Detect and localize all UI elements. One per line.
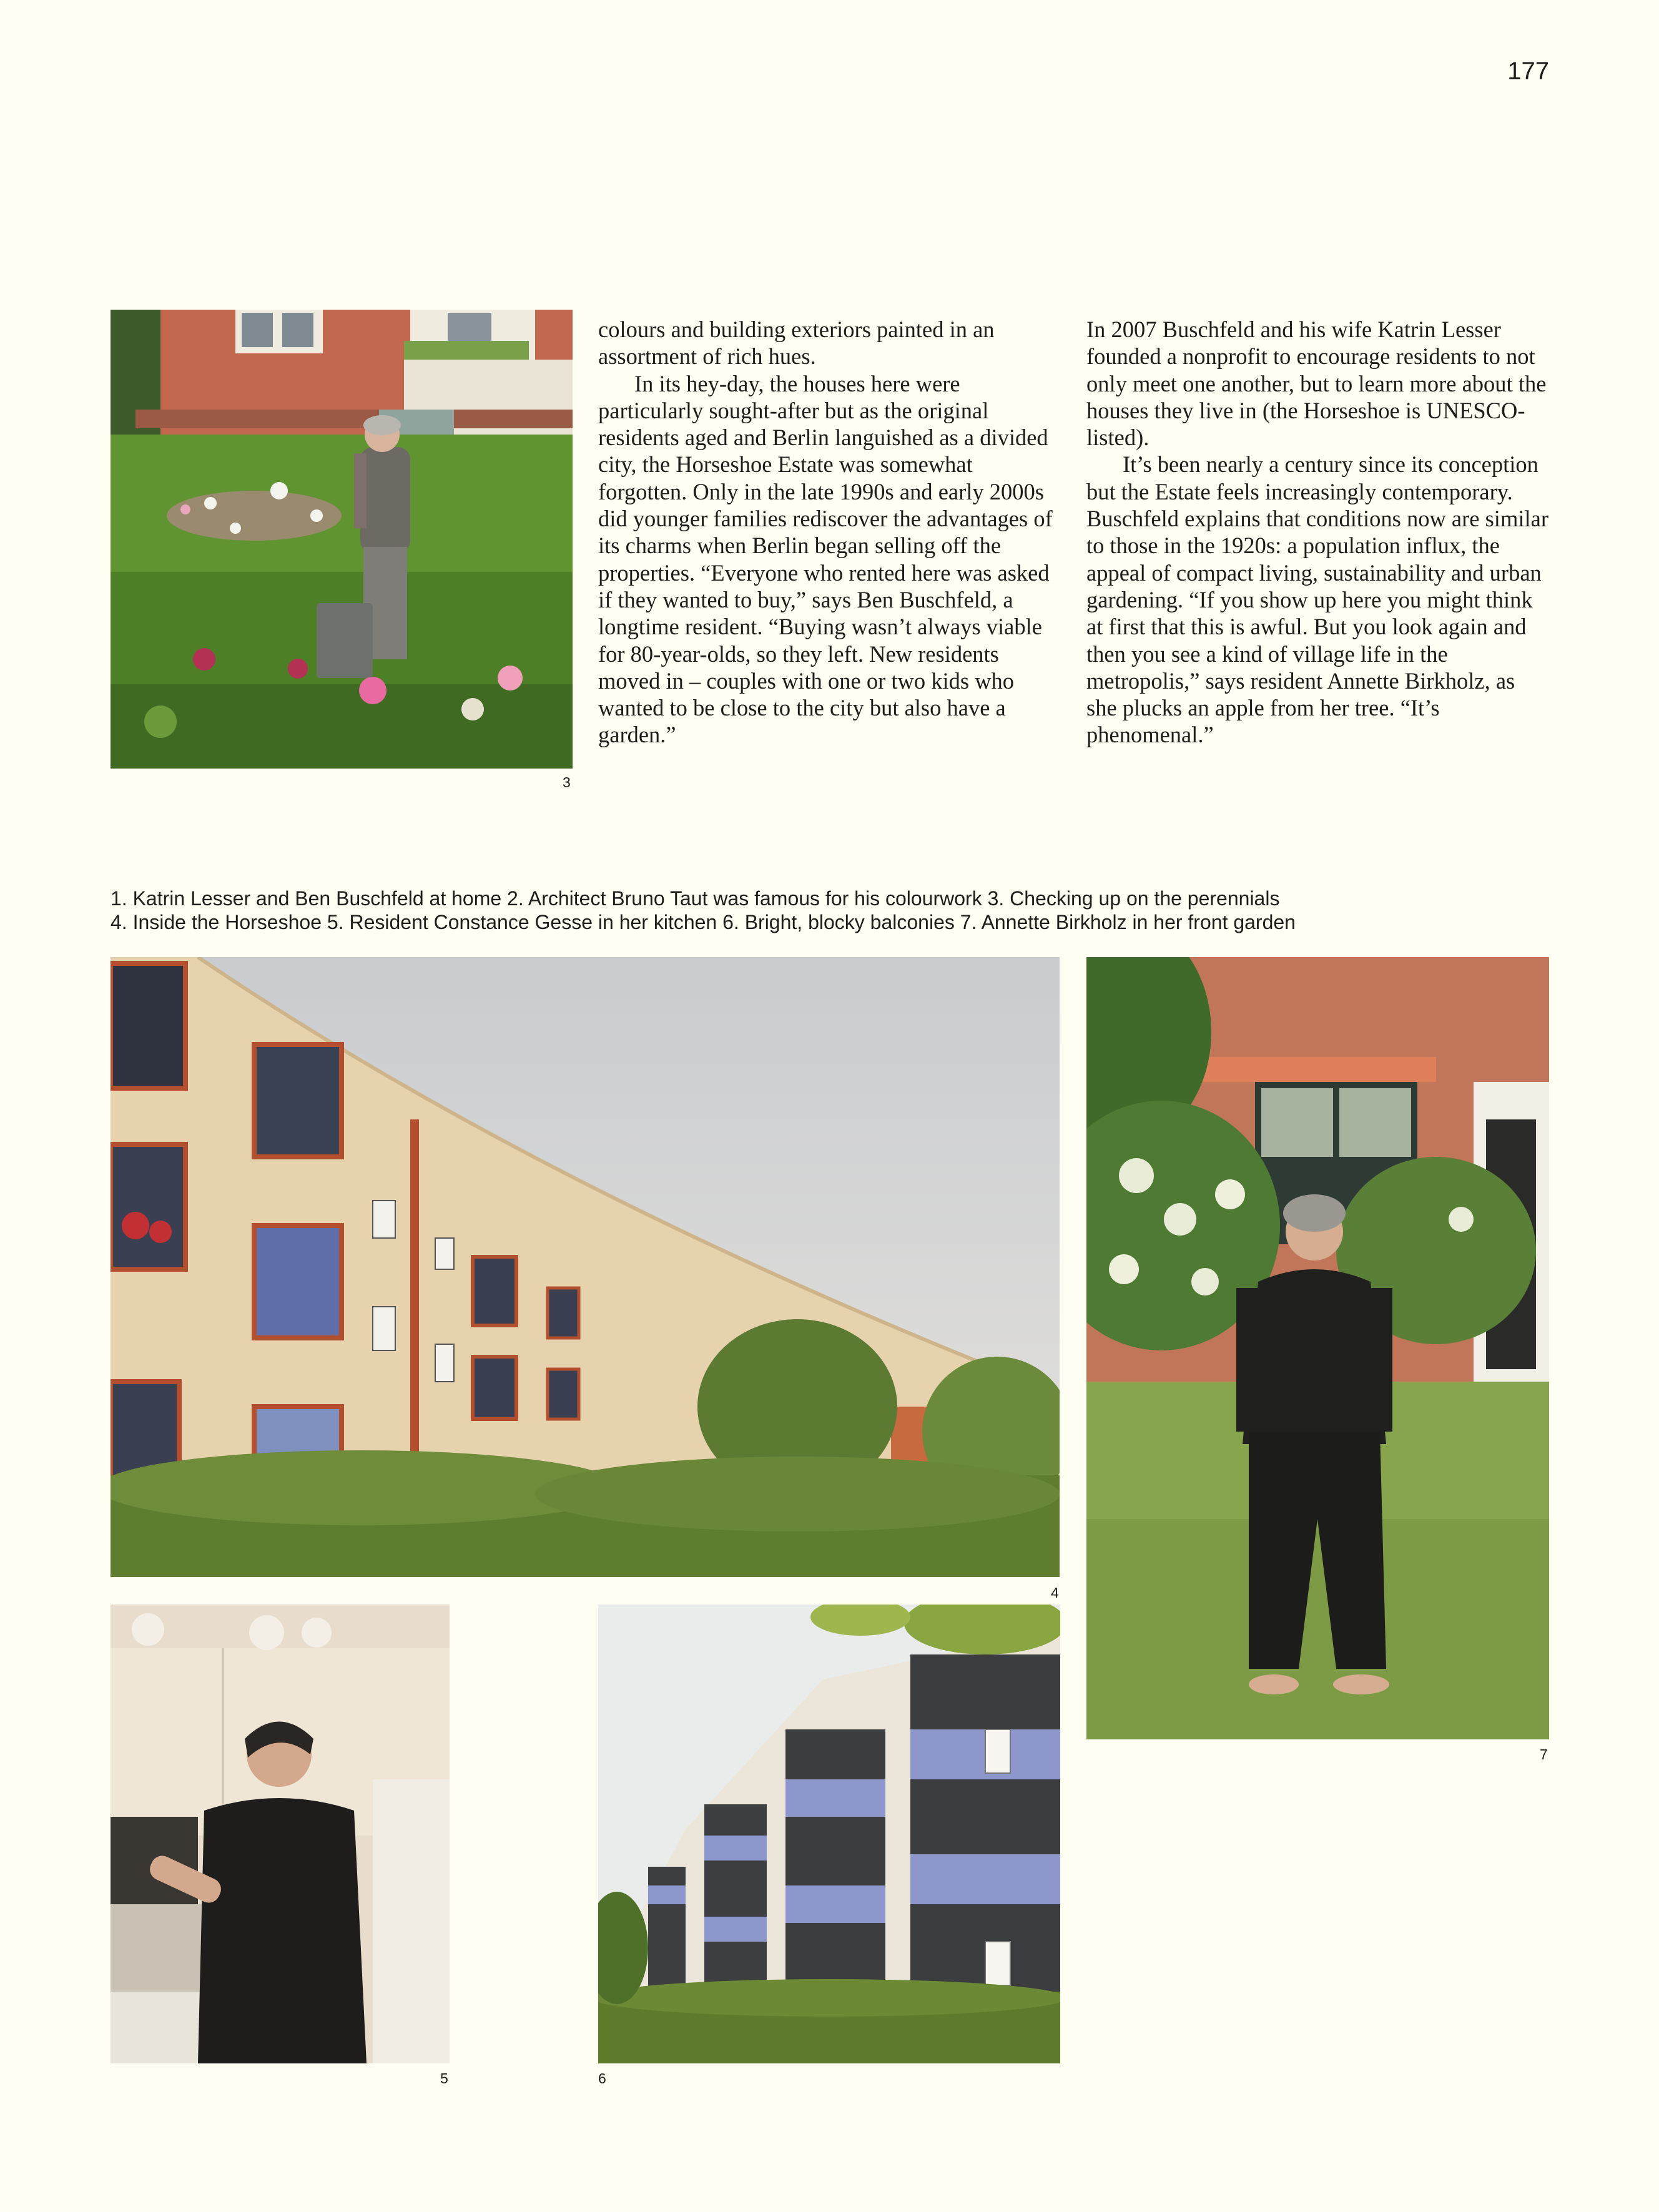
- photo-number-4: 4: [1051, 1585, 1059, 1601]
- article-column-2: [1086, 316, 1548, 749]
- photo-balconies: [598, 1605, 1060, 2063]
- photo-horseshoe-building: [111, 957, 1060, 1577]
- paragraph: In 2007 Buschfeld and his wife Katrin Lesser founded a nonprofit to encourage residents to not only meet one another, but to learn more about the houses they live in (the Horseshoe is UNESCO-listed).: [1086, 317, 1547, 451]
- article-column-1: [598, 316, 1060, 749]
- photo-number-5: 5: [440, 2070, 448, 2087]
- paragraph: It’s been nearly a century since its conception but the Estate feels increasingly contemporary. Buschfeld explains that conditions now are similar to those in the 1920s: a population influx, the appeal of compact living, sustainability and urban gardening. “If you show up here you might think at first that this is awful. But you look again and then you see a kind of village life in the metropolis,” says resident Annette Birkholz, as she plucks an apple from her tree. “It’s phenomenal.”: [1086, 451, 1548, 748]
- photo-captions: [111, 887, 1553, 934]
- paragraph: In its hey-day, the houses here were particularly sought-after but as the original residents aged and Berlin languished as a divided city, the Horseshoe Estate was somewhat forgotten. Only in the late 1990s and early 2000s did younger families rediscover the advantages of its charms when Berlin began selling off the properties. “Everyone who rented here was asked if they wanted to buy,” says Ben Buschfeld, a longtime resident. “Buying wasn’t always viable for 80-year-olds, so they left. New residents moved in – couples with one or two kids who wanted to be close to the city but also have a garden.”: [598, 370, 1053, 748]
- photo-number-7: 7: [1540, 1746, 1548, 1762]
- photo-number-3: 3: [563, 774, 571, 790]
- photo-gardener: [111, 310, 573, 769]
- page-number: 177: [1507, 57, 1549, 85]
- caption-line-2: 4. Inside the Horseshoe 5. Resident Constance Gesse in her kitchen 6. Bright, blocky balconies 7. Annette Birkholz in her front garden: [111, 911, 1296, 933]
- photo-kitchen-portrait: [111, 1605, 450, 2063]
- caption-line-1: 1. Katrin Lesser and Ben Buschfeld at home 2. Architect Bruno Taut was famous for his colourwork 3. Checking up on the perennials: [111, 887, 1280, 910]
- photo-number-6: 6: [598, 2070, 606, 2087]
- paragraph: colours and building exteriors painted in an assortment of rich hues.: [598, 317, 995, 370]
- photo-front-garden-portrait: [1086, 957, 1549, 1739]
